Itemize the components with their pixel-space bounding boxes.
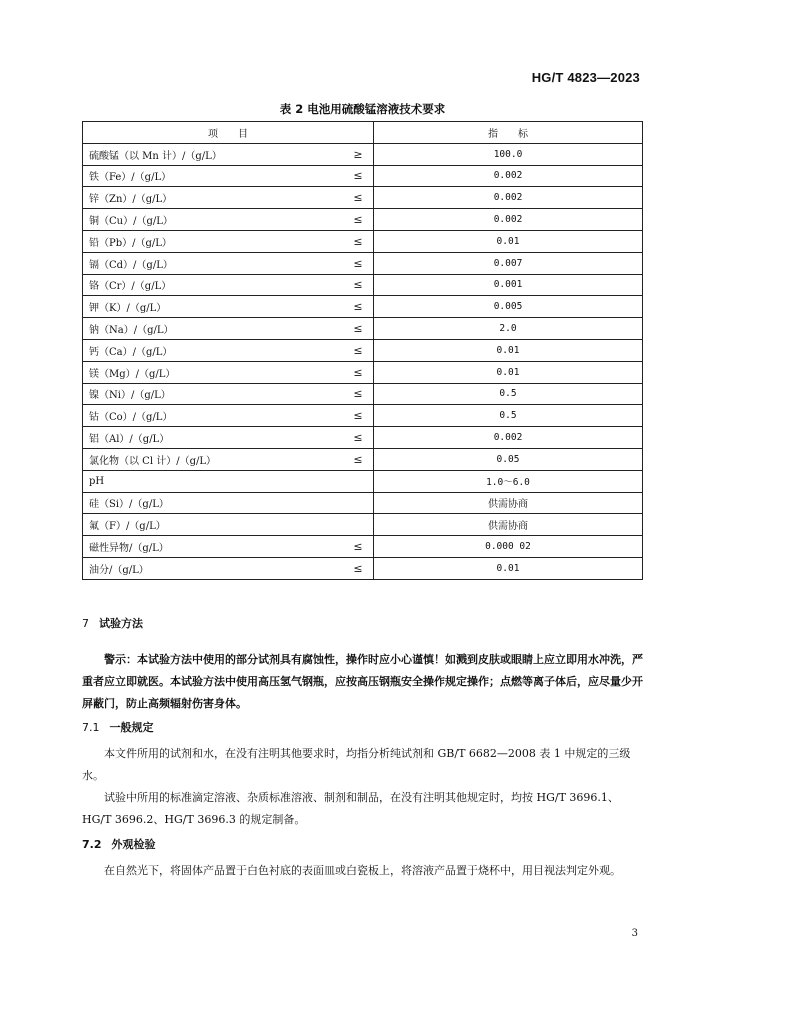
column-header-item: 项 目 [83,122,374,144]
warning-paragraph: 警示：本试验方法中使用的部分试剂具有腐蚀性，操作时应小心谨慎！如溅到皮肤或眼睛上应立即用水冲洗，严重者应立即就医。本试验方法中使用高压氢气钢瓶，应按高压钢瓶安全操作规定操作；点燃等离子体后，应尽量少开屏蔽门，防止高频辐射伤害身体。 [82,653,643,710]
value-cell: 1.0～6.0 [374,470,643,492]
section-number: 7.1 [82,721,100,734]
table-body [83,143,643,579]
item-cell: 钴（Co）/（g/L） [83,405,344,427]
item-cell: 铅（Pb）/（g/L） [83,230,344,252]
table-row [83,165,643,187]
item-cell: 镍（Ni）/（g/L） [83,383,344,405]
table-row [83,296,643,318]
value-cell: 0.001 [374,274,643,296]
section-title: 试验方法 [99,617,143,630]
table-row [83,143,643,165]
table-row [83,209,643,231]
item-cell: 氟（F）/（g/L） [83,514,344,536]
table-row [83,536,643,558]
value-cell: 0.5 [374,383,643,405]
table-row [83,252,643,274]
relation-cell: ≤ [343,557,374,579]
table-row [83,557,643,579]
relation-cell: ≤ [343,405,374,427]
table-row [83,470,643,492]
item-cell: 锌（Zn）/（g/L） [83,187,344,209]
page-number: 3 [631,928,638,939]
table-row [83,230,643,252]
item-cell: 钠（Na）/（g/L） [83,318,344,340]
value-cell: 0.005 [374,296,643,318]
table-row [83,383,643,405]
relation-cell: ≤ [343,427,374,449]
table-row [83,361,643,383]
relation-cell: ≤ [343,383,374,405]
item-cell: 氯化物（以 Cl 计）/（g/L） [83,448,344,470]
relation-cell: ≤ [343,339,374,361]
section-number: 7 [82,617,89,630]
value-cell: 0.5 [374,405,643,427]
item-cell: 硫酸锰（以 Mn 计）/（g/L） [83,143,344,165]
standard-code: HG/T 4823—2023 [531,70,640,85]
section-title: 一般规定 [109,721,154,734]
value-cell: 供需协商 [374,492,643,514]
section-7-heading [82,615,143,631]
section-title: 外观检验 [111,838,156,851]
relation-cell: ≤ [343,274,374,296]
value-cell: 0.01 [374,230,643,252]
paragraph: 本文件所用的试剂和水，在没有注明其他要求时，均指分析纯试剂和 GB/T 6682—2008 表 1 中规定的三级水。 [82,747,631,782]
table-row [83,405,643,427]
value-cell: 0.002 [374,427,643,449]
item-cell: 铬（Cr）/（g/L） [83,274,344,296]
item-cell: 镁（Mg）/（g/L） [83,361,344,383]
spec-table [82,121,643,580]
item-cell: 铜（Cu）/（g/L） [83,209,344,231]
value-cell: 0.01 [374,557,643,579]
relation-cell: ≤ [343,165,374,187]
relation-cell: ≤ [343,230,374,252]
relation-cell: ≤ [343,209,374,231]
table-header-row [83,122,643,144]
item-cell: 钾（K）/（g/L） [83,296,344,318]
value-cell: 0.002 [374,187,643,209]
value-cell: 0.01 [374,361,643,383]
relation-cell [343,470,374,492]
relation-cell: ≤ [343,318,374,340]
table-row [83,514,643,536]
table-row [83,448,643,470]
item-cell: 磁性异物/（g/L） [83,536,344,558]
item-cell: pH [83,470,344,492]
value-cell: 0.007 [374,252,643,274]
table-row [83,427,643,449]
item-cell: 钙（Ca）/（g/L） [83,339,344,361]
paragraph: 在自然光下，将固体产品置于白色衬底的表面皿或白瓷板上，将溶液产品置于烧杯中，用目视法判定外观。 [104,864,621,877]
relation-cell: ≤ [343,361,374,383]
value-cell: 0.002 [374,209,643,231]
column-header-value: 指 标 [374,122,643,144]
value-cell: 0.05 [374,448,643,470]
section-7-1-heading [82,719,154,735]
value-cell: 0.01 [374,339,643,361]
item-cell: 镉（Cd）/（g/L） [83,252,344,274]
relation-cell [343,514,374,536]
relation-cell: ≤ [343,536,374,558]
item-cell: 铝（Al）/（g/L） [83,427,344,449]
table-row [83,492,643,514]
paragraph: 试验中所用的标准滴定溶液、杂质标准溶液、制剂和制品，在没有注明其他规定时，均按 HG/T 3696.1、HG/T 3696.2、HG/T 3696.3 的规定制备。 [82,791,619,826]
value-cell: 0.002 [374,165,643,187]
item-cell: 油分/（g/L） [83,557,344,579]
section-7-2-heading [82,836,156,852]
relation-cell: ≤ [343,448,374,470]
table-row [83,339,643,361]
value-cell: 0.000 02 [374,536,643,558]
table-row [83,187,643,209]
relation-cell: ≤ [343,252,374,274]
relation-cell: ≤ [343,187,374,209]
table-title: 表 2 电池用硫酸锰溶液技术要求 [279,102,446,116]
value-cell: 供需协商 [374,514,643,536]
relation-cell [343,492,374,514]
table-row [83,318,643,340]
item-cell: 硅（Si）/（g/L） [83,492,344,514]
relation-cell: ≤ [343,296,374,318]
relation-cell: ≥ [343,143,374,165]
table-row [83,274,643,296]
value-cell: 2.0 [374,318,643,340]
item-cell: 铁（Fe）/（g/L） [83,165,344,187]
value-cell: 100.0 [374,143,643,165]
section-number: 7.2 [82,838,102,851]
